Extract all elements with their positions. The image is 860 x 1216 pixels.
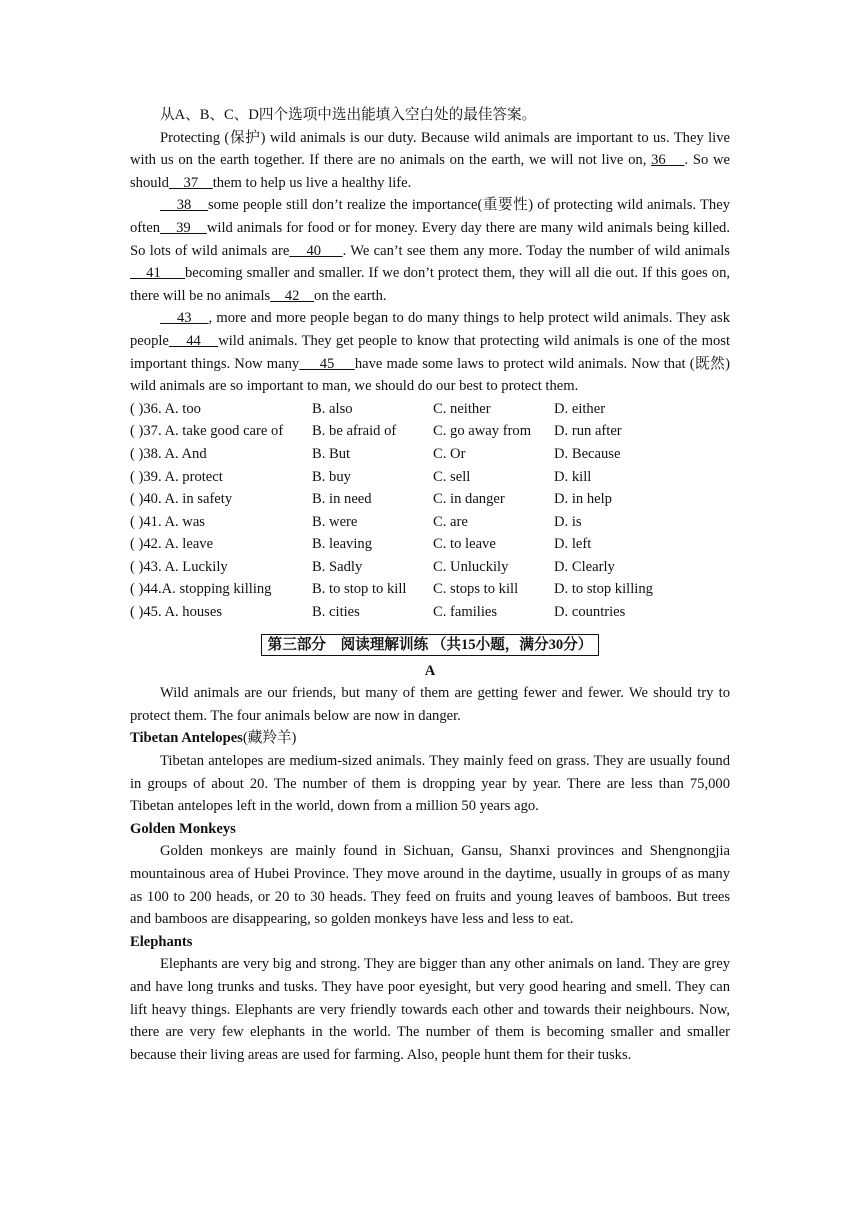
option-b: B. to stop to kill (312, 581, 407, 598)
paragraph-tibetan-antelopes: Tibetan antelopes are medium-sized animals. They mainly feed on grass. They are usually found in groups of about 20. The number of them is dropping year by year. There are less than 75,000 Tibetan antelopes left in the world, down from a million 50 years ago. (130, 753, 730, 815)
option-b: B. buy (312, 468, 351, 485)
option-b: B. also (312, 400, 353, 417)
cloze-text: . So we should (130, 152, 730, 191)
section-title: 第三部分 阅读理解训练 （共15小题，满分30分） (261, 634, 600, 656)
heading-text: Tibetan Antelopes (130, 730, 243, 747)
option-row (130, 511, 730, 534)
option-b: B. in need (312, 491, 372, 508)
cloze-text: on the earth. (314, 287, 387, 304)
cloze-paragraph-2 (130, 194, 730, 307)
option-question-a: ( )44.A. stopping killing (130, 581, 272, 598)
option-c: C. are (433, 513, 468, 530)
blank-41: 41 (130, 265, 185, 282)
option-question-a: ( )36. A. too (130, 400, 201, 417)
option-question-a: ( )41. A. was (130, 513, 205, 530)
option-row (130, 533, 730, 556)
blank-45: 45 (299, 355, 355, 372)
option-c: C. neither (433, 400, 491, 417)
option-row (130, 488, 730, 511)
option-b: B. Sadly (312, 558, 363, 575)
option-question-a: ( )40. A. in safety (130, 491, 233, 508)
option-question-a: ( )39. A. protect (130, 468, 223, 485)
cloze-text: Protecting (保护) wild animals is our duty. Because wild animals are important to us. They live with us on the earth together. If there are no animals on the earth, we will not live on, (130, 129, 730, 169)
blank-36: 36 (651, 152, 685, 169)
cloze-text: some people still don’t realize the importance(重要性) of protecting wild animals. They often (130, 197, 730, 236)
option-c: C. to leave (433, 536, 496, 553)
option-d: D. countries (554, 604, 626, 621)
option-d: D. is (554, 513, 582, 530)
cloze-paragraph-3 (130, 307, 730, 397)
option-c: C. Or (433, 445, 466, 462)
option-row (130, 420, 730, 443)
cloze-text: them to help us live a healthy life. (212, 174, 412, 191)
option-c: C. go away from (433, 423, 532, 440)
option-question-a: ( )43. A. Luckily (130, 558, 228, 575)
option-d: D. Clearly (554, 558, 615, 575)
heading-tibetan-antelopes (130, 727, 730, 750)
blank-38: 38 (160, 197, 208, 214)
option-row (130, 443, 730, 466)
cloze-paragraph-1 (130, 127, 730, 195)
option-question-a: ( )45. A. houses (130, 604, 223, 621)
option-c: C. sell (433, 468, 471, 485)
document-page (130, 104, 730, 1066)
cloze-text: , more and more people began to do many things to help protect wild animals. They ask people (130, 310, 730, 349)
blank-40: 40 (289, 242, 343, 259)
option-row (130, 578, 730, 601)
blank-44: 44 (168, 332, 219, 349)
option-d: D. run after (554, 423, 622, 440)
cloze-text: have made some laws to protect wild animals. Now that (既然) wild animals are so important to man, we should do our best to protect them. (130, 355, 730, 395)
option-b: B. leaving (312, 536, 372, 553)
blank-37: 37 (168, 174, 213, 191)
blank-39: 39 (160, 219, 207, 236)
option-c: C. in danger (433, 491, 505, 508)
cloze-text: becoming smaller and smaller. If we don’t protect them, they will all die out. If this goes on, there will be no animals (130, 265, 731, 304)
option-b: B. were (312, 513, 358, 530)
cloze-text: wild animals. They get people to know that protecting wild animals is one of the most important things. Now many (130, 332, 730, 372)
blank-42: 42 (270, 287, 315, 304)
option-b: B. But (312, 445, 351, 462)
option-row (130, 556, 730, 579)
option-b: B. cities (312, 604, 360, 621)
options-list (130, 398, 730, 624)
option-c: C. Unluckily (433, 558, 509, 575)
cloze-text: wild animals for food or for money. Every day there are many wild animals being killed. So lots of wild animals are (130, 219, 731, 259)
option-question-a: ( )37. A. take good care of (130, 423, 284, 440)
option-c: C. stops to kill (433, 581, 519, 598)
heading-chinese: (藏羚羊) (242, 730, 297, 747)
instruction-text: 从A、B、C、D四个选项中选出能填入空白处的最佳答案。 (160, 107, 537, 123)
option-row (130, 466, 730, 489)
option-b: B. be afraid of (312, 423, 397, 440)
option-d: D. left (554, 536, 592, 553)
heading-golden-monkeys: Golden Monkeys (130, 820, 236, 837)
option-d: D. to stop killing (554, 581, 653, 598)
paragraph-golden-monkeys: Golden monkeys are mainly found in Sichuan, Gansu, Shanxi provinces and Shengnongjia mountainous area of Hubei Province. They move around in the daytime, usually in groups of as many as 100 to 200 heads, or 20 to 30 heads. They feed on fruits and young leaves of bamboos. But trees and bamboos are disappearing, so golden monkeys have less and less to eat. (130, 843, 730, 928)
option-d: D. Because (554, 445, 621, 462)
option-d: D. kill (554, 468, 592, 485)
option-d: D. in help (554, 491, 612, 508)
paragraph-elephants: Elephants are very big and strong. They are bigger than any other animals on land. They are grey and have long trunks and tusks. They have poor eyesight, but very good hearing and smell. They can lift heavy things. Elephants are very friendly towards each other and towards their neighbours. Now, there are very few elephants in the world. The number of them is becoming smaller and smaller because their living areas are used for farming. Also, people hunt them for their tusks. (130, 956, 730, 1063)
cloze-text: . We can’t see them any more. Today the number of wild animals (342, 242, 730, 259)
option-question-a: ( )42. A. leave (130, 536, 214, 553)
option-row (130, 601, 730, 624)
option-question-a: ( )38. A. And (130, 445, 207, 462)
section-header (130, 634, 730, 660)
passage-letter: A (424, 662, 436, 679)
option-d: D. either (554, 400, 606, 417)
blank-43: 43 (160, 310, 209, 327)
option-row (130, 398, 730, 421)
heading-elephants: Elephants (130, 933, 193, 950)
option-c: C. families (433, 604, 498, 621)
passage-intro: Wild animals are our friends, but many of them are getting fewer and fewer. We should try to protect them. The four animals below are now in danger. (130, 685, 730, 724)
